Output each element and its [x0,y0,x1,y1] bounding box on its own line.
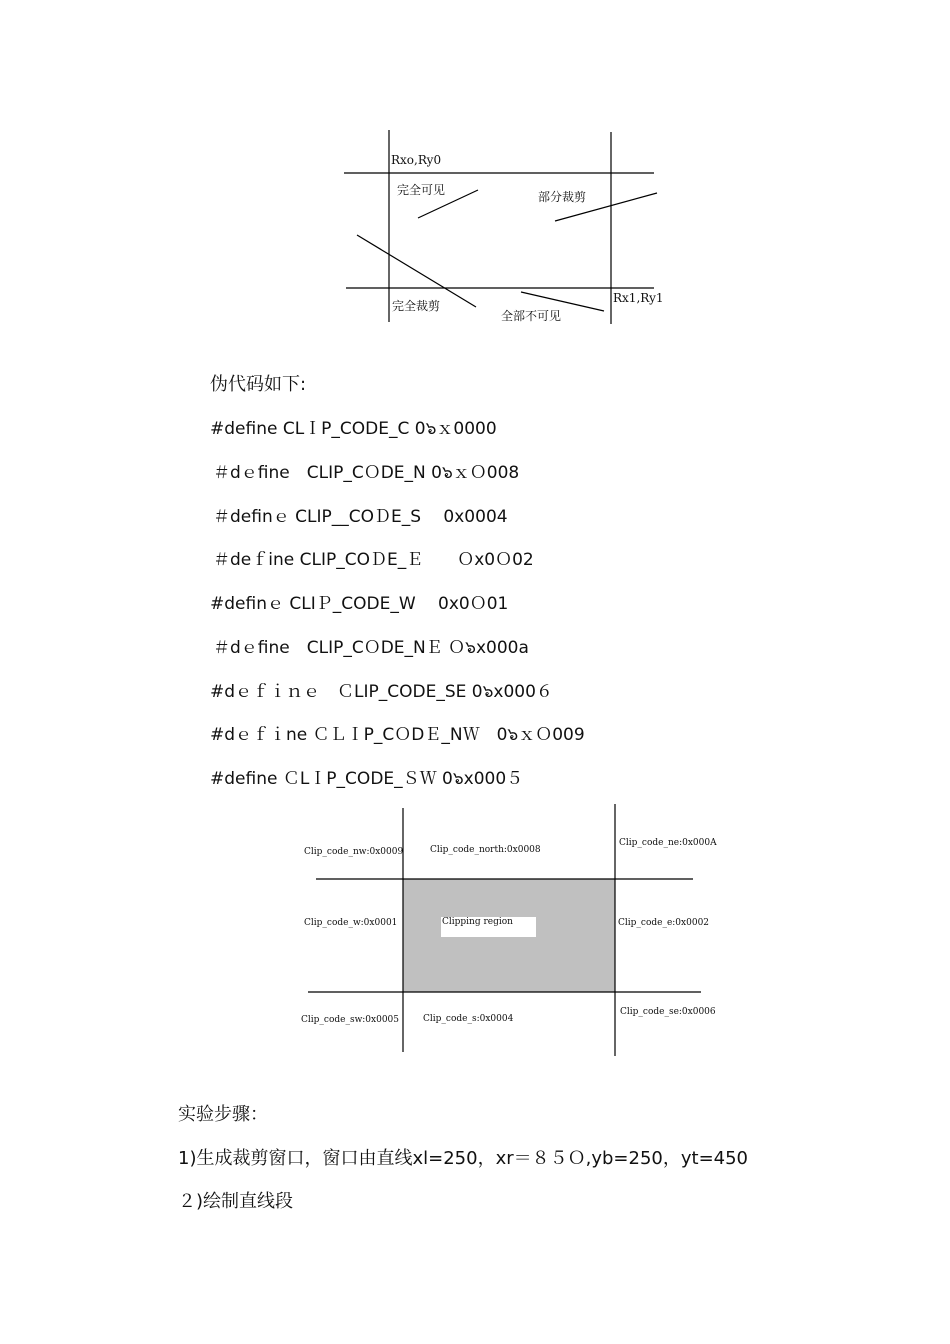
region-label-e: Clip_code_e:0x0002 [618,918,710,928]
region-label-ne: Clip_code_ne:0x000A [619,838,717,848]
code-line: #definｅ CLIＰ_CODE_W 0x0Ｏ01 [210,594,509,614]
region-label-sw: Clip_code_sw:0x0005 [301,1015,400,1025]
region-label-se: Clip_code_se:0x0006 [620,1007,716,1017]
corner-label-bottom-right: Rx1,Ry1 [613,291,664,305]
code-line: #define ＣLＩP_CODE_ＳＷ 0๖x000５ [210,769,524,789]
label-fully-clipped: 完全裁剪 [392,299,441,313]
code-line: #dｅｆｉｎｅ ＣLIP_CODE_SE 0๖x000６ [210,682,553,702]
region-label-s: Clip_code_s:0x0004 [423,1014,514,1024]
step-1: 1)生成裁剪窗口，窗口由直线xl=250，xr＝８５Ｏ,yb=250，yt=450 [178,1148,749,1169]
label-fully-visible: 完全可见 [397,183,446,197]
region-label-center: Clipping region [442,917,513,927]
code-line: #dｅｆｉne ＣＬＩP_CＯDＥ_NＷ 0๖ｘＯ009 [210,725,585,745]
label-partial-clip: 部分裁剪 [538,190,587,204]
region-label-nw: Clip_code_nw:0x0009 [304,847,404,857]
label-invisible: 全部不可见 [501,309,562,323]
code-line: ＃definｅ CLIP__COＤE_S 0x0004 [213,507,508,527]
code-line: ＃dｅfine CLIP_CＯDE_NＥ Ｏ๖x000a [213,638,529,658]
region-label-w: Clip_code_w:0x0001 [304,918,398,928]
code-line: #define CLＩP_CODE_C 0๖ｘ0000 [210,419,497,439]
pseudocode-heading: 伪代码如下: [210,374,307,395]
code-line: ＃dｅfine CLIP_CＯDE_N 0๖ｘＯ008 [213,463,520,483]
steps-heading: 实验步骤： [178,1104,268,1125]
corner-label-top-left: Rxo,Ry0 [391,153,442,167]
region-label-north: Clip_code_north:0x0008 [430,845,541,855]
code-line: ＃deｆine CLIP_COＤE_Ｅ Ｏx0Ｏ02 [213,550,534,570]
step-2: ２)绘制直线段 [178,1191,294,1212]
